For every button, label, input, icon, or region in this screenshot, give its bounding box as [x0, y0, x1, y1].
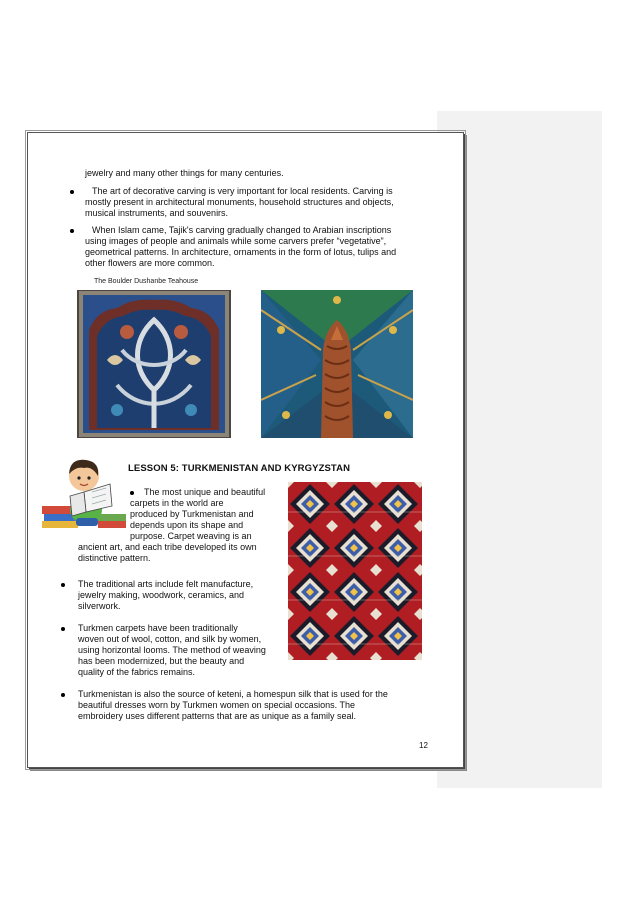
weaving-line-4: has been modernized, but the beauty and: [78, 656, 245, 666]
lesson-heading: LESSON 5: TURKMENISTAN AND KYRGYZSTAN: [128, 463, 351, 474]
carpet-image: [288, 482, 422, 660]
weaving-line-1: Turkmen carpets have been traditionally: [78, 623, 238, 633]
arts-line-3: silverwork.: [78, 601, 121, 611]
bullet-icon: [61, 583, 65, 587]
keteni-line-1: Turkmenistan is also the source of keteni, a homespun silk that is used for the: [78, 689, 388, 699]
carving-line-2: mostly present in architectural monuments, household structures and objects,: [85, 197, 394, 207]
keteni-line-2: beautiful dresses worn by Turkmen women on special occasions. The: [78, 700, 355, 710]
bullet-icon: [61, 627, 65, 631]
bullet-icon: [70, 190, 74, 194]
islam-line-2: using images of people and animals while some carvers prefer “vegetative”,: [85, 236, 387, 246]
carpets-line-6: ancient art, and each tribe developed its own: [78, 542, 257, 552]
carpets-line-1: The most unique and beautiful: [144, 487, 266, 497]
carving-line-1: The art of decorative carving is very important for local residents. Carving is: [92, 186, 393, 196]
carpets-line-3: produced by Turkmenistan and: [130, 509, 254, 519]
islam-line-4: other flowers are more common.: [85, 258, 215, 268]
weaving-line-5: quality of the fabrics remains.: [78, 667, 196, 677]
carving-line-3: musical instruments, and souvenirs.: [85, 208, 229, 218]
islam-line-3: geometrical patterns. In architecture, ornaments in the form of lotus, tulips and: [85, 247, 397, 257]
bullet-icon: [61, 693, 65, 697]
keteni-line-3: embroidery uses different patterns that are as unique as a family seal.: [78, 711, 356, 721]
weaving-line-2: woven out of wool, cotton, and silk by women,: [78, 634, 262, 644]
carpets-line-2: carpets in the world are: [130, 498, 224, 508]
continuation-line: jewelry and many other things for many centuries.: [85, 168, 284, 178]
bullet-icon: [70, 229, 74, 233]
carpets-line-5: purpose. Carpet weaving is an: [130, 531, 252, 541]
islam-line-1: When Islam came, Tajik's carving gradually changed to Arabian inscriptions: [92, 225, 392, 235]
bullet-icon: [130, 491, 134, 495]
carved-panel-image: [77, 290, 231, 438]
page-number: 12: [419, 741, 428, 750]
reading-child-image: [40, 456, 130, 532]
photo-caption: The Boulder Dushanbe Teahouse: [94, 278, 199, 285]
carpets-line-7: distinctive pattern.: [78, 553, 151, 563]
carpets-line-4: depends upon its shape and: [130, 520, 244, 530]
document-page: [27, 132, 464, 768]
arts-line-2: jewelry making, woodwork, ceramics, and: [78, 590, 245, 600]
arts-line-1: The traditional arts include felt manufacture,: [78, 579, 254, 589]
weaving-line-3: using horizontal looms. The method of weaving: [78, 645, 266, 655]
carved-column-image: [261, 290, 413, 438]
